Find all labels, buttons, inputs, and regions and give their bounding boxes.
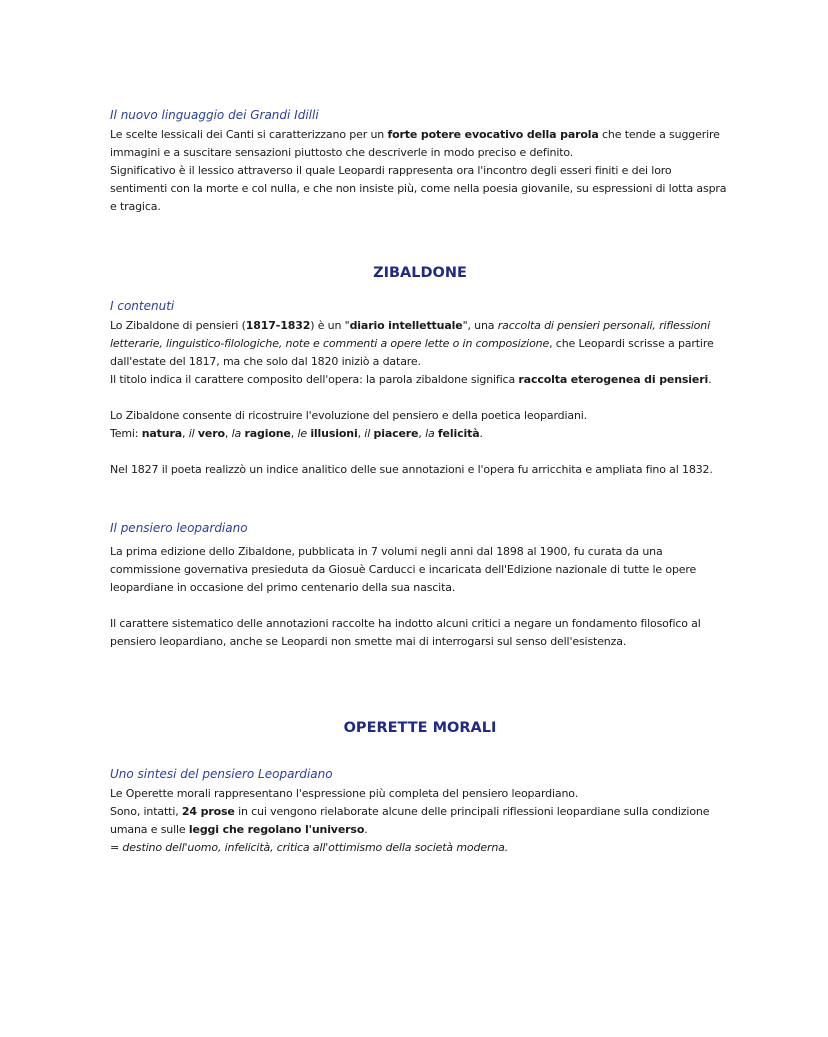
paragraph-operette-intro: Le Operette morali rappresentano l'espressione più completa del pensiero leopardiano.: [110, 787, 579, 800]
subtitle-pensiero: Il pensiero leopardiano: [110, 521, 248, 535]
paragraph-indice: Nel 1827 il poeta realizzò un indice analitico delle sue annotazioni e l'opera fu arricchita e ampliata fino al 1832.: [110, 463, 713, 476]
heading-operette-morali: OPERETTE MORALI: [343, 720, 497, 736]
paragraph-titolo: Il titolo indica il carattere composito dell'opera: la parola zibaldone significa raccolta eterogenea di pensieri.: [110, 373, 712, 386]
paragraph-prose: Sono, intatti, 24 prose in cui vengono rielaborate alcune delle principali riflessioni leopardiane sulla condizione umana e sulle leggi che regolano l'universo.: [110, 805, 710, 836]
section-operette: [110, 767, 730, 857]
section-grandi-idilli: [110, 108, 730, 216]
subtitle-grandi-idilli: Il nuovo linguaggio dei Grandi Idilli: [110, 108, 319, 122]
subtitle-contenuti: I contenuti: [110, 299, 175, 313]
paragraph-destino: = destino dell'uomo, infelicità, critica all'ottimismo della società moderna.: [110, 841, 509, 854]
heading-zibaldone: ZIBALDONE: [373, 265, 467, 281]
subtitle-sintesi: Uno sintesi del pensiero Leopardiano: [110, 767, 333, 781]
paragraph-evoluzione: Lo Zibaldone consente di ricostruire l'evoluzione del pensiero e della poetica leopardiani.: [110, 409, 588, 422]
paragraph-prima-edizione: La prima edizione dello Zibaldone, pubblicata in 7 volumi negli anni dal 1898 al 1900, fu curata da una commissione governativa presieduta da Giosuè Carducci e incaricata dell'Edizione nazionale di tutte le opere leopardiane in occasione del primo centenario della sua nascita.: [110, 545, 697, 594]
paragraph-zibaldone-intro: Lo Zibaldone di pensieri (1817-1832) è un "diario intellettuale", una raccolta di pensieri personali, riflessioni letterarie, linguistico-filologiche, note e commenti a opere lette o in composizione, che Leopardi scrisse a partire dall'estate del 1817, ma che solo dal 1820 iniziò a datare.: [110, 319, 714, 368]
paragraph-temi: Temi: natura, il vero, la ragione, le illusioni, il piacere, la felicità.: [110, 427, 483, 440]
section-contenuti: [110, 299, 730, 479]
paragraph-lessico: Le scelte lessicali dei Canti si caratterizzano per un forte potere evocativo della parola che tende a suggerire immagini e a suscitare sensazioni piuttosto che descriverle in modo preciso e definito.: [110, 128, 720, 159]
section-pensiero: [110, 521, 730, 651]
paragraph-significativo: Significativo è il lessico attraverso il quale Leopardi rappresenta ora l'incontro degli esseri finiti e dei loro sentimenti con la morte e col nulla, e che non insiste più, come nella poesia giovanile, su espressioni di lotta aspra e tragica.: [110, 164, 727, 213]
paragraph-carattere-sistematico: Il carattere sistematico delle annotazioni raccolte ha indotto alcuni critici a negare un fondamento filosofico al pensiero leopardiano, anche se Leopardi non smette mai di interrogarsi sul senso dell'esistenza.: [110, 617, 701, 648]
